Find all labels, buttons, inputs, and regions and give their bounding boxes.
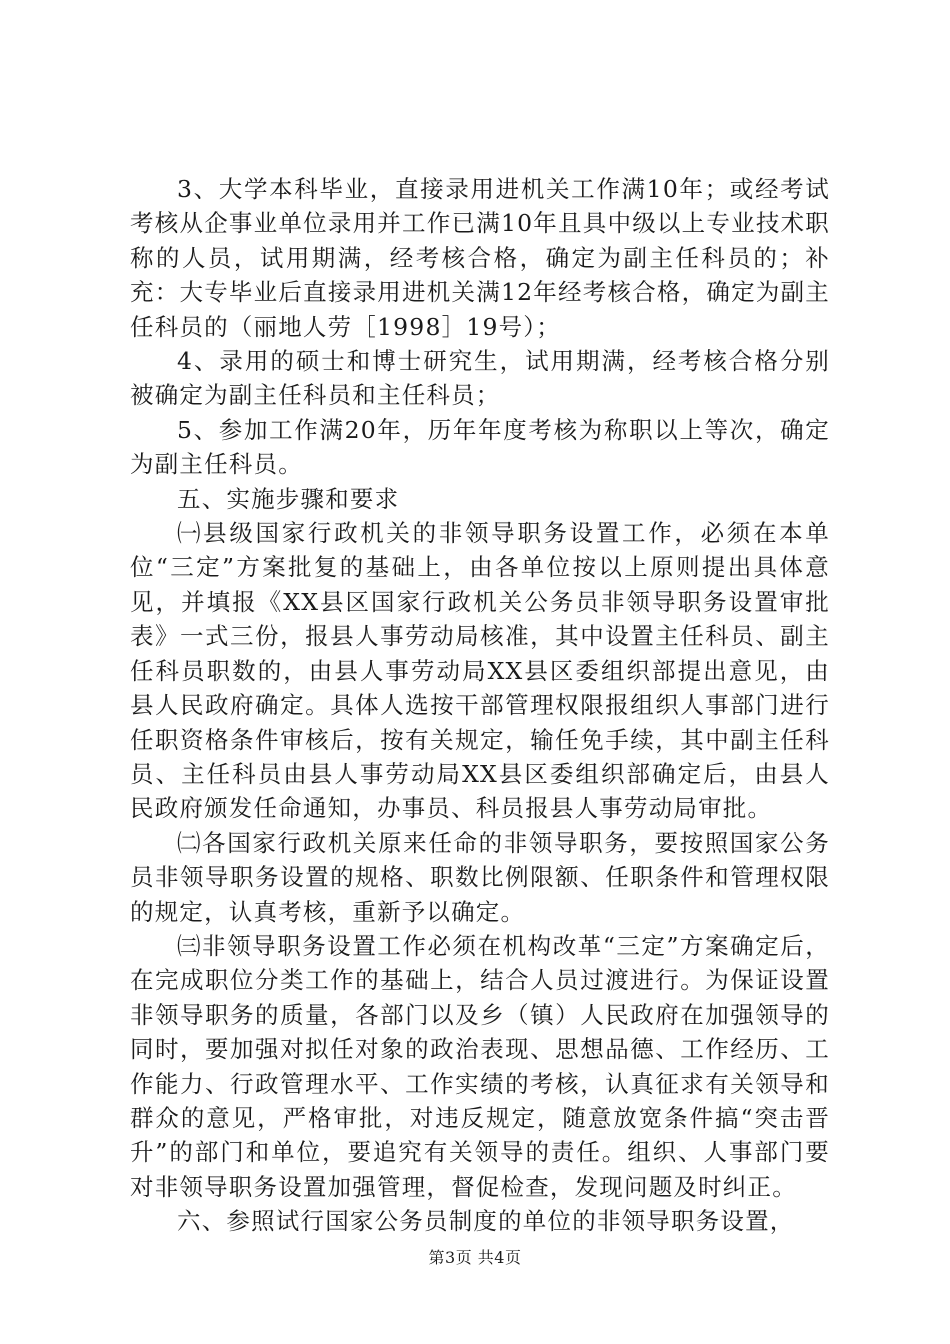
page-footer: 第3页 共4页 (428, 1248, 522, 1267)
paragraph-item-3: 3、大学本科毕业，直接录用进机关工作满10年；或经考试考核从企事业单位录用并工作已满10年且具中级以上专业技术职称的人员，试用期满，经考核合格，确定为副主任科员的；补充：大专毕业后直接录用进机关满12年经考核合格，确定为副主任科员的（丽地人劳［1998］19号）； (130, 175, 830, 341)
document-body (130, 172, 830, 1239)
paragraph-step-2: ㈡各国家行政机关原来任命的非领导职务，要按照国家公务员非领导职务设置的规格、职数比例限额、任职条件和管理权限的规定，认真考核，重新予以确定。 (130, 828, 830, 926)
section-heading-5: 五、实施步骤和要求 (177, 484, 400, 513)
paragraph-item-4: 4、录用的硕士和博士研究生，试用期满，经考核合格分别被确定为副主任科员和主任科员； (130, 347, 830, 410)
paragraph-step-3: ㈢非领导职务设置工作必须在机构改革“三定”方案确定后，在完成职位分类工作的基础上，结合人员过渡进行。为保证设置非领导职务的质量，各部门以及乡（镇）人民政府在加强领导的同时，要加强对拟任对象的政治表现、思想品德、工作经历、工作能力、行政管理水平、工作实绩的考核，认真征求有关领导和群众的意见，严格审批，对违反规定，随意放宽条件搞“突击晋升”的部门和单位，要追究有关领导的责任。组织、人事部门要对非领导职务设置加强管理，督促检查，发现问题及时纠正。 (130, 931, 830, 1201)
paragraph-item-5: 5、参加工作满20年，历年年度考核为称职以上等次，确定为副主任科员。 (130, 415, 830, 479)
paragraph-step-1: ㈠县级国家行政机关的非领导职务设置工作，必须在本单位“三定”方案批复的基础上，由各单位按以上原则提出具体意见，并填报《XX县区国家行政机关公务员非领导职务设置审批表》一式三份，报县人事劳动局核准，其中设置主任科员、副主任科员职数的，由县人事劳动局XX县区委组织部提出意见，由县人民政府确定。具体人选按干部管理权限报组织人事部门进行任职资格条件审核后，按有关规定，输任免手续，其中副主任科员、主任科员由县人事劳动局XX县区委组织部确定后，由县人民政府颁发任命通知，办事员、科员报县人事劳动局审批。 (130, 519, 830, 823)
section-heading-6: 六、参照试行国家公务员制度的单位的非领导职务设置， (177, 1207, 795, 1236)
